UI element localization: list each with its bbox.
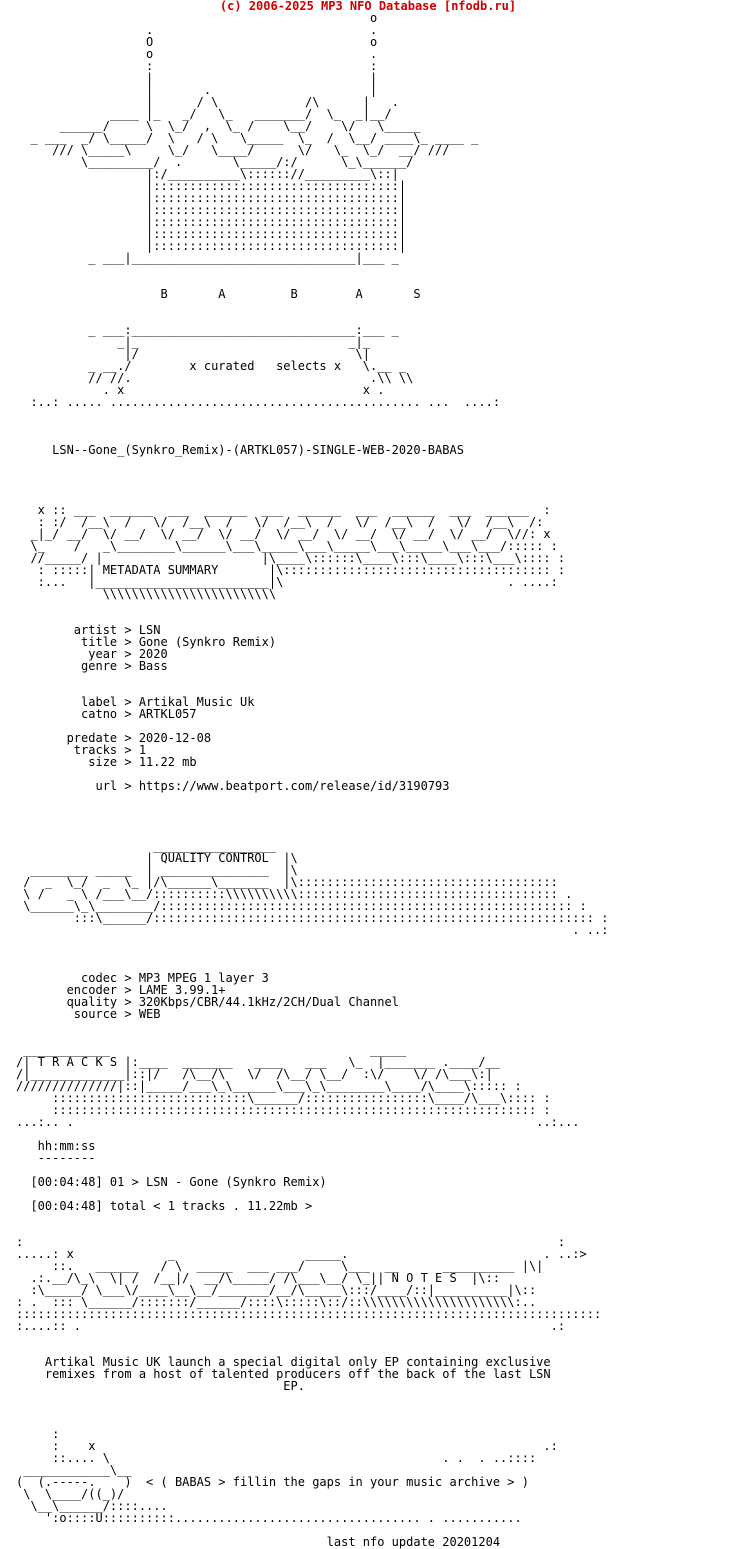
nfo-line: |::::::::::::::::::::::::::::::::::|: [16, 227, 407, 241]
nfo-line: /| T R A C K S |:____ _______ ____ ___ \_ |_______ .____/__: [16, 1055, 501, 1069]
nfo-line: : . ::: \______/:::::::/______/::::\:::::\::/::\\\\\\\\\\\\\\\\\\\\\:..: [16, 1295, 537, 1309]
nfo-line: : :/ /__\ / \/ /__\ / \/ /__\ / \/ /__\ / \/ /__\ /:: [16, 515, 544, 529]
nfo-line: ::::::::::::::::::::::::::::::::::::::::::::::::::::::::::::::::::: :: [16, 1103, 551, 1117]
nfo-line: x :: ___ ______ ___ ______ ___ ______ ___ ______ ___ ______ :: [16, 503, 551, 517]
nfo-line: |::::::::::::::::::::::::::::::::::|: [16, 215, 407, 229]
nfo-line: source > WEB: [16, 1007, 161, 1021]
nfo-line: [16, 816, 608, 828]
nfo-line: //_____/ | |\____\::::::\____\:::\____\:::\___\:::: :: [16, 551, 566, 565]
nfo-line: ...:.. . ..:...: [16, 1115, 580, 1129]
nfo-line: .:.__/\_\ \| / /__|/ __/\_____/ /\___\__/ \_|| N O T E S |\::: [16, 1271, 501, 1285]
nfo-line: title > Gone (Synkro Remix): [16, 635, 277, 649]
nfo-line: [16, 300, 608, 312]
nfo-line: \______\_\________/::::::::::::::::::::::::::::::::::::::::::::::::::::::::: :: [16, 899, 587, 913]
nfo-line: : :: [16, 59, 378, 73]
nfo-line: o .: [16, 47, 378, 61]
nfo-line: _ __./ x curated selects x \.__ _: [16, 359, 407, 373]
nfo-line: remixes from a host of talented producers off the back of the last LSN: [16, 1367, 551, 1381]
nfo-line: | |: [16, 71, 378, 85]
nfo-line: \_________/ . \_____/:/ \_\______/: [16, 155, 414, 169]
nfo-line: catno > ARTKL057: [16, 707, 197, 721]
nfo-line: Artikal Music UK launch a special digital only EP containing exclusive: [16, 1355, 551, 1369]
nfo-line: _________________: [16, 839, 277, 853]
nfo-line: |::::::::::::::::::::::::::::::::::|: [16, 191, 407, 205]
nfo-line: | . |: [16, 83, 378, 97]
nfo-line: :..: ..... ........................................... ... ....:: [16, 395, 501, 409]
nfo-line: : :::::| METADATA SUMMARY |\::::::::::::::::::::::::::::::::::::: :: [16, 563, 566, 577]
nfo-line: [16, 804, 608, 816]
nfo-line: [16, 456, 608, 468]
nfo-line: |::::::::::::::::::::::::::::::::::|: [16, 203, 407, 217]
nfo-line: predate > 2020-12-08: [16, 731, 212, 745]
nfo-line: [16, 408, 608, 420]
nfo-line: \_ / _\________\______\___\_____\___\_____\___\_____\___\___/::::: :: [16, 539, 558, 553]
nfo-line: /// \_____\ \_/ \____/ \/ \_ \_/ __/ ///: [16, 143, 450, 157]
nfo-line: : x .:: [16, 1439, 558, 1453]
nfo-line: : :: [16, 1235, 566, 1249]
nfo-line: [16, 1392, 608, 1404]
nfo-line: hh:mm:ss: [16, 1139, 96, 1153]
nfo-line: label > Artikal Music Uk: [16, 695, 255, 709]
nfo-line: |::::::::::::::::::::::::::::::::::|: [16, 179, 407, 193]
nfo-line: ________ _____ | _______________ |\: [16, 863, 298, 877]
nfo-line: genre > Bass: [16, 659, 168, 673]
nfo-line: |:/__________\:::::://_________\::|: [16, 167, 399, 181]
nfo-line: :::::::::::::::::::::::::::::::::::::::::::::::::::::::::::::::::::::::::::::::::: [16, 1307, 602, 1321]
nfo-line: |::::::::::::::::::::::::::::::::::|: [16, 239, 407, 253]
nfo-line: codec > MP3 MPEG 1 layer 3: [16, 971, 269, 985]
nfo-line: :....:: . .:: [16, 1319, 566, 1333]
nfo-line: | QUALITY CONTROL |\: [16, 851, 298, 865]
nfo-line: year > 2020: [16, 647, 168, 661]
nfo-line: . x x .: [16, 383, 385, 397]
nfo-line: ::. ______ / \ _____ ___ ___/ \___ __ __________ |\|: [16, 1259, 544, 1273]
nfo-line: size > 11.22 mb: [16, 755, 197, 769]
nfo-line: \ / _ \ /___\__/::::::::::\\\\\\\\\\:::::::::::::::::::::::::::::::::::: .: [16, 887, 573, 901]
nfo-line: artist > LSN: [16, 623, 161, 637]
nfo-line: _|_ _|_: [16, 335, 371, 349]
nfo-line: _|_/ __/ \/ __/ \/ __/ \/ __/ \/ __/ \/ __/ \/ __/ \/ __/ \//: x: [16, 527, 551, 541]
nfo-line: ______/ \ \_/ , \_ / \__/ \/ \_____: [16, 119, 421, 133]
nfo-line: last nfo update 20201204: [16, 1535, 501, 1549]
nfo-line: ':o::::U::::::::::.................................. . ...........: [16, 1511, 522, 1525]
nfo-line: encoder > LAME 3.99.1+: [16, 983, 226, 997]
nfo-line: _ ___|_______________________________|___ _: [16, 251, 399, 265]
nfo-line: // //. .\\ \\: [16, 371, 414, 385]
nfo-line: .....: x _ _____. . ..:>: [16, 1247, 587, 1261]
nfo-line: \\\\\\\\\\\\\\\\\\\\\\\\: [16, 587, 277, 601]
nfo-line: tracks > 1: [16, 743, 147, 757]
nfo-line: O o: [16, 35, 378, 49]
nfo-line: :::::::::::::::::::::::::::\______/:::::::::::::::::\____/\___\:::: :: [16, 1091, 551, 1105]
nfo-line: [16, 1404, 608, 1416]
nfo-line: [16, 600, 608, 612]
nfo-line: --------: [16, 1151, 96, 1165]
nfo-line: o: [16, 11, 378, 25]
nfo-line: [16, 480, 608, 492]
nfo-line: \__\______/::::....: [16, 1499, 168, 1513]
nfo-line: :::\______/::::::::::::::::::::::::::::::::::::::::::::::::::::::::::::: :: [16, 911, 609, 925]
nfo-line: EP.: [16, 1379, 305, 1393]
nfo-line: [16, 936, 608, 948]
nfo-line: ( (.-----. ) < ( BABAS > fillin the gaps in your music archive > ): [16, 1475, 529, 1489]
nfo-line: [16, 1212, 608, 1224]
nfo-line: \ \____/((_)/: [16, 1487, 125, 1501]
nfo-line: | / \ /\ | .: [16, 95, 399, 109]
nfo-text: [16, 12, 608, 1548]
nfo-line: . ..:: [16, 923, 609, 937]
nfo-line: [16, 420, 608, 432]
nfo-line: [00:04:48] 01 > LSN - Gone (Synkro Remix): [16, 1175, 327, 1189]
nfo-line: [16, 1416, 608, 1428]
nfo-line: :\_____/ \___\/____\__\__/_______/__/\_____\:::/____/::|__________|\::: [16, 1283, 537, 1297]
nfo-line: [16, 1332, 608, 1344]
nfo-line: ____________ _____: [16, 1043, 407, 1057]
nfo-line: :: [16, 1427, 60, 1441]
nfo-line: [16, 1020, 608, 1032]
nfo-line: _ ___ _/ \_____/ \ / \ \_____ \_ / \__/ ____\_ ____ _: [16, 131, 479, 145]
nfo-line: |/ \|: [16, 347, 371, 361]
nfo-line: [16, 792, 608, 804]
nfo-line: ____ |_ _/ \_ _______/ \_ _|__/: [16, 107, 392, 121]
nfo-line: url > https://www.beatport.com/release/id/3190793: [16, 779, 450, 793]
nfo-line: ::.... \ . . . ..::::: [16, 1451, 537, 1465]
nfo-line: :... |________________________|\ . ....:: [16, 575, 558, 589]
nfo-line: _ ___:_______________________________:___ _: [16, 323, 399, 337]
nfo-line: /|_____________|::|/ /\__/\ \/ /\__/ \__/ :\/ \/ /\___\:|: [16, 1067, 493, 1081]
nfo-line: //////////////|::|_____/___\_\______\___\_\________\____/\____\::::: :: [16, 1079, 522, 1093]
nfo-line: [00:04:48] total < 1 tracks . 11.22mb >: [16, 1199, 313, 1213]
nfo-line: B A B A S: [16, 287, 421, 301]
nfo-line: [16, 948, 608, 960]
nfo-line: LSN--Gone_(Synkro_Remix)-(ARTKL057)-SINGLE-WEB-2020-BABAS: [16, 443, 464, 457]
nfo-line: / _ \_/ _ \_ |/\______\_______ |\::::::::::::::::::::::::::::::::::::: [16, 875, 558, 889]
nfo-line: [16, 1128, 608, 1140]
nfo-line: [16, 264, 608, 276]
nfo-line: . .: [16, 23, 378, 37]
nfo-line: [16, 672, 608, 684]
nfo-line: quality > 320Kbps/CBR/44.1kHz/2CH/Dual Channel: [16, 995, 399, 1009]
nfo-line: [16, 468, 608, 480]
site-header: (c) 2006-2025 MP3 NFO Database [nfodb.ru]: [219, 0, 517, 13]
nfo-line: ____________\__: [16, 1463, 132, 1477]
